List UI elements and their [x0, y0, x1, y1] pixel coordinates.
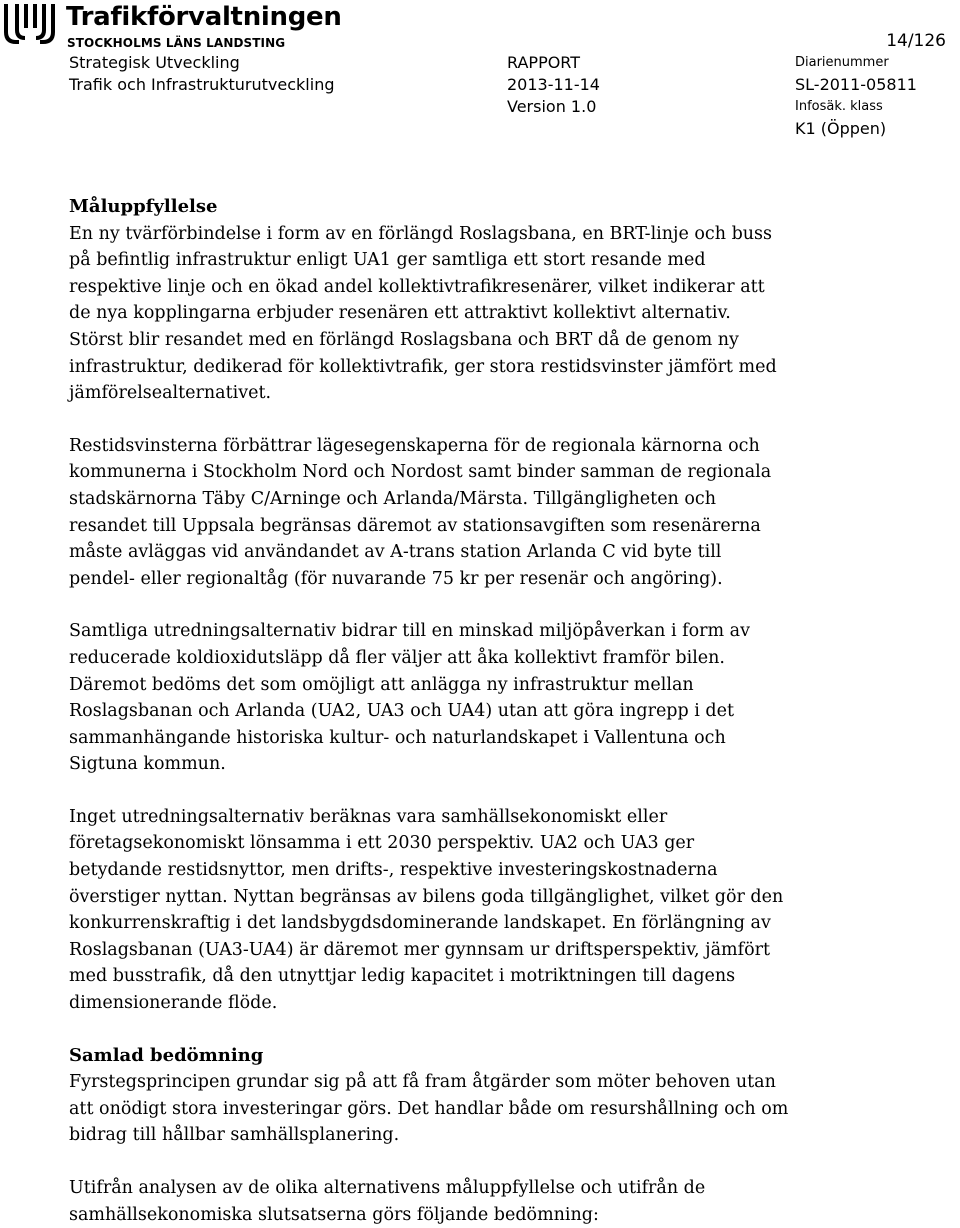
page-header [0, 0, 960, 200]
security-class-value: K1 (Öppen) [795, 119, 887, 138]
text-line: Samtliga utredningsalternativ bidrar till en minskad miljöpåverkan i form av [69, 621, 750, 642]
text-line: de nya kopplingarna erbjuder resenären ett attraktivt kollektivt alternativ. [69, 303, 731, 324]
text-line: Roslagsbanan och Arlanda (UA2, UA3 och UA4) utan att göra ingrepp i det [69, 701, 735, 722]
text-line: kommunerna i Stockholm Nord och Nordost samt binder samman de regionala [69, 462, 772, 483]
text-line: samhällsekonomiska slutsatserna görs följande bedömning: [69, 1204, 599, 1225]
text-line: Inget utredningsalternativ beräknas vara samhällsekonomiskt eller [69, 806, 668, 827]
text-line: överstiger nyttan. Nyttan begränsas av bilens goda tillgänglighet, vilket gör den [69, 886, 784, 907]
text-line: konkurrenskraftig i det landsbygdsdominerande landskapet. En förlängning av [69, 913, 771, 934]
text-line: Fyrstegsprincipen grundar sig på att få fram åtgärder som möter behoven utan [69, 1072, 776, 1093]
diarienummer-label: Diarienummer [795, 55, 889, 70]
text-line: Restidsvinsterna förbättrar lägesegenskaperna för de regionala kärnorna och [69, 435, 760, 456]
text-line: stadskärnorna Täby C/Arninge och Arlanda/Märsta. Tillgängligheten och [69, 488, 716, 509]
paragraph [69, 618, 939, 778]
text-line: jämförelsealternativet. [69, 383, 272, 404]
text-line: med busstrafik, då den utnyttjar ledig kapacitet i motriktningen till dagens [69, 966, 736, 987]
text-line: bidrag till hållbar samhällsplanering. [69, 1125, 400, 1146]
document-body [69, 194, 939, 1228]
text-line: resandet till Uppsala begränsas däremot av stationsavgiften som resenärerna [69, 515, 761, 536]
organization-subtitle: STOCKHOLMS LÄNS LANDSTING [67, 36, 286, 50]
paragraph [69, 1069, 939, 1149]
organization-name: Trafikförvaltningen [66, 2, 342, 32]
document-date: 2013-11-14 [507, 75, 600, 94]
security-class-label: Infosäk. klass [795, 99, 883, 114]
section-heading-samlad-bedomning: Samlad bedömning [69, 1044, 264, 1066]
section-heading-maluppfyllelse: Måluppfyllelse [69, 196, 218, 217]
registration-block [795, 52, 917, 140]
text-line: Sigtuna kommun. [69, 754, 226, 775]
organization-logo [0, 0, 342, 56]
diarienummer-value: SL-2011-05811 [795, 75, 917, 94]
text-line: Störst blir resandet med en förlängd Roslagsbana och BRT då de genom ny [69, 329, 739, 350]
text-line: Roslagsbanan (UA3-UA4) är däremot mer gynnsam ur driftsperspektiv, jämfört [69, 939, 771, 960]
text-line: infrastruktur, dedikerad för kollektivtrafik, ger stora restidsvinster jämfört med [69, 356, 777, 377]
report-block [507, 52, 600, 118]
department-name: Strategisk Utveckling [69, 53, 240, 72]
text-line: sammanhängande historiska kultur- och naturlandskapet i Vallentuna och [69, 727, 726, 748]
text-line: Utifrån analysen av de olika alternativens måluppfyllelse och utifrån de [69, 1178, 706, 1198]
text-line: betydande restidsnyttor, men drifts-, respektive investeringskostnaderna [69, 860, 718, 881]
text-line: dimensionerande flöde. [69, 993, 278, 1014]
text-line: pendel- eller regionaltåg (för nuvarande 75 kr per resenär och angöring). [69, 568, 723, 589]
page-number: 14/126 [886, 31, 946, 51]
text-line: En ny tvärförbindelse i form av en förlängd Roslagsbana, en BRT-linje och buss [69, 223, 772, 244]
paragraph [69, 433, 939, 593]
department-block [69, 52, 334, 96]
document-type: RAPPORT [507, 53, 581, 72]
text-line: Däremot bedöms det som omöjligt att anlägga ny infrastruktur mellan [69, 674, 694, 695]
paragraph [69, 1175, 939, 1228]
text-line: att onödigt stora investeringar görs. Det handlar både om resurshållning och om [69, 1098, 789, 1119]
text-line: respektive linje och en ökad andel kollektivtrafikresenärer, vilket indikerar att [69, 276, 765, 297]
paragraph [69, 221, 939, 407]
text-line: måste avläggas vid användandet av A-trans station Arlanda C vid byte till [69, 542, 722, 563]
text-line: reducerade koldioxidutsläpp då fler väljer att åka kollektivt framför bilen. [69, 647, 725, 668]
document-version: Version 1.0 [507, 97, 597, 116]
paragraph [69, 804, 939, 1017]
unit-name: Trafik och Infrastrukturutveckling [69, 75, 335, 94]
text-line: företagsekonomiskt lönsamma i ett 2030 perspektiv. UA2 och UA3 ger [69, 833, 695, 854]
logo-mark-icon [2, 2, 56, 46]
text-line: på befintlig infrastruktur enligt UA1 ger samtliga ett stort resande med [69, 250, 706, 271]
